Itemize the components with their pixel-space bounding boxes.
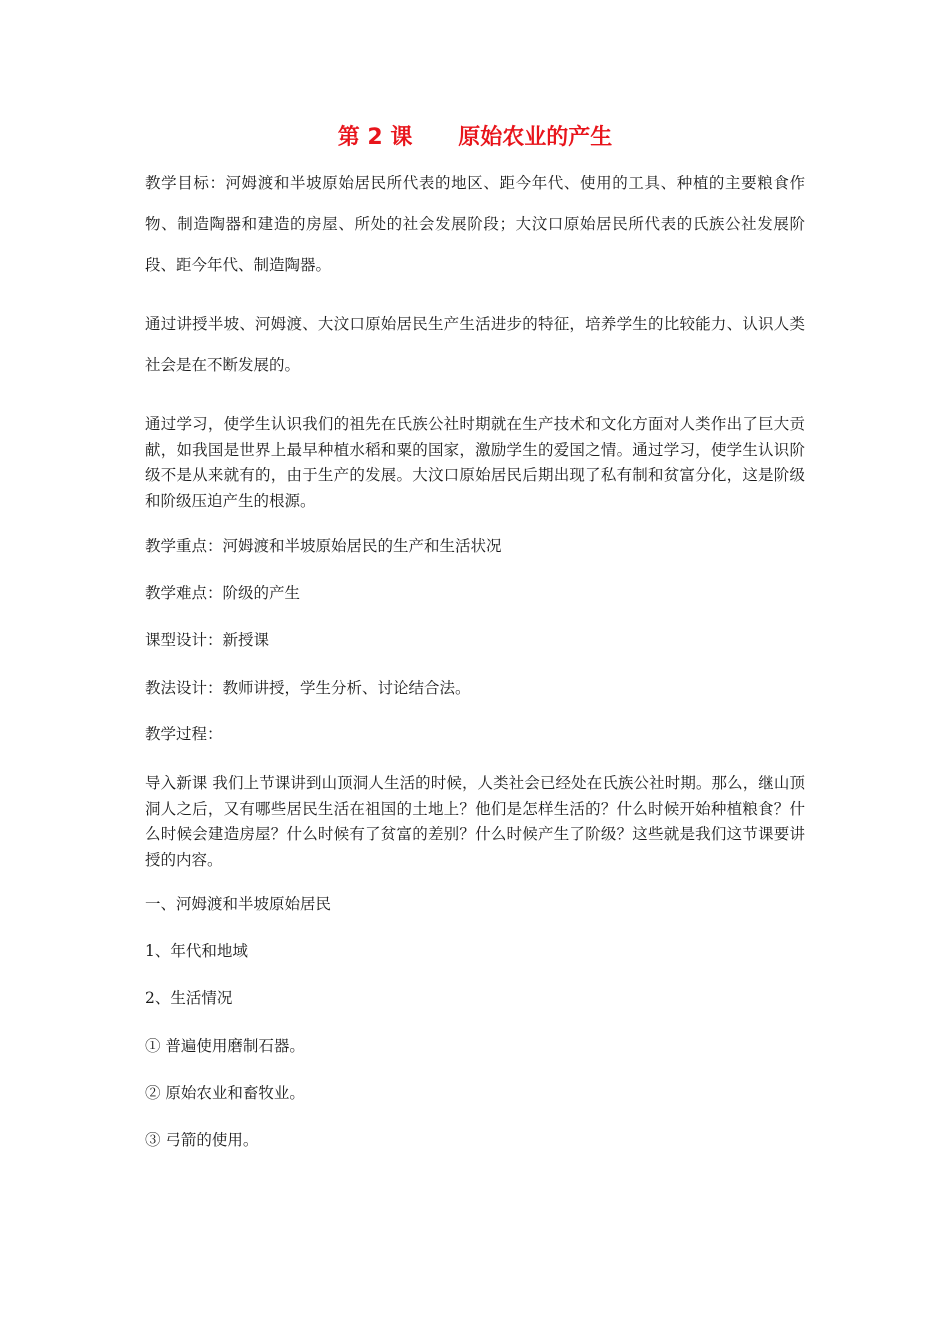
teaching-objective-paragraph: 教学目标：河姆渡和半坡原始居民所代表的地区、距今年代、使用的工具、种植的主要粮食作物、制造陶器和建造的房屋、所处的社会发展阶段；大汶口原始居民所代表的氏族公社发展阶段、距今年代、制造陶器。 <box>145 174 805 274</box>
lesson-type: 课型设计：新授课 <box>145 631 270 649</box>
subsection-2: 2、生活情况 <box>145 989 233 1007</box>
teaching-method: 教法设计：教师讲授，学生分析、讨论结合法。 <box>145 679 471 697</box>
lesson-introduction-paragraph: 导入新课 我们上节课讲到山顶洞人生活的时候，人类社会已经处在氏族公社时期。那么，继山顶洞人之后，又有哪些居民生活在祖国的土地上？他们是怎样生活的？什么时候开始种植粮食？什么时候会建造房屋？什么时候有了贫富的差别？什么时候产生了阶级？这些就是我们这节课要讲授的内容。 <box>145 774 805 869</box>
list-item-3: ③ 弓箭的使用。 <box>145 1131 259 1149</box>
teaching-difficulty: 教学难点：阶级的产生 <box>145 584 301 602</box>
subsection-1: 1、年代和地域 <box>145 942 248 960</box>
teaching-key-point: 教学重点：河姆渡和半坡原始居民的生产和生活状况 <box>145 537 502 555</box>
list-item-2: ② 原始农业和畜牧业。 <box>145 1084 305 1102</box>
lesson-title: 第 2 课 原始农业的产生 <box>337 125 613 150</box>
teaching-process-heading: 教学过程： <box>145 725 223 743</box>
moral-goal-paragraph: 通过学习，使学生认识我们的祖先在氏族公社时期就在生产技术和文化方面对人类作出了巨大贡献，如我国是世界上最早种植水稻和粟的国家，激励学生的爱国之情。通过学习，使学生认识阶级不是从来就有的，由于生产的发展。大汶口原始居民后期出现了私有制和贫富分化，这是阶级和阶级压迫产生的根源。 <box>145 415 805 510</box>
ability-goal-paragraph: 通过讲授半坡、河姆渡、大汶口原始居民生产生活进步的特征，培养学生的比较能力、认识人类社会是在不断发展的。 <box>145 315 805 374</box>
list-item-1: ① 普遍使用磨制石器。 <box>145 1037 305 1055</box>
section-heading-1: 一、河姆渡和半坡原始居民 <box>145 895 332 913</box>
